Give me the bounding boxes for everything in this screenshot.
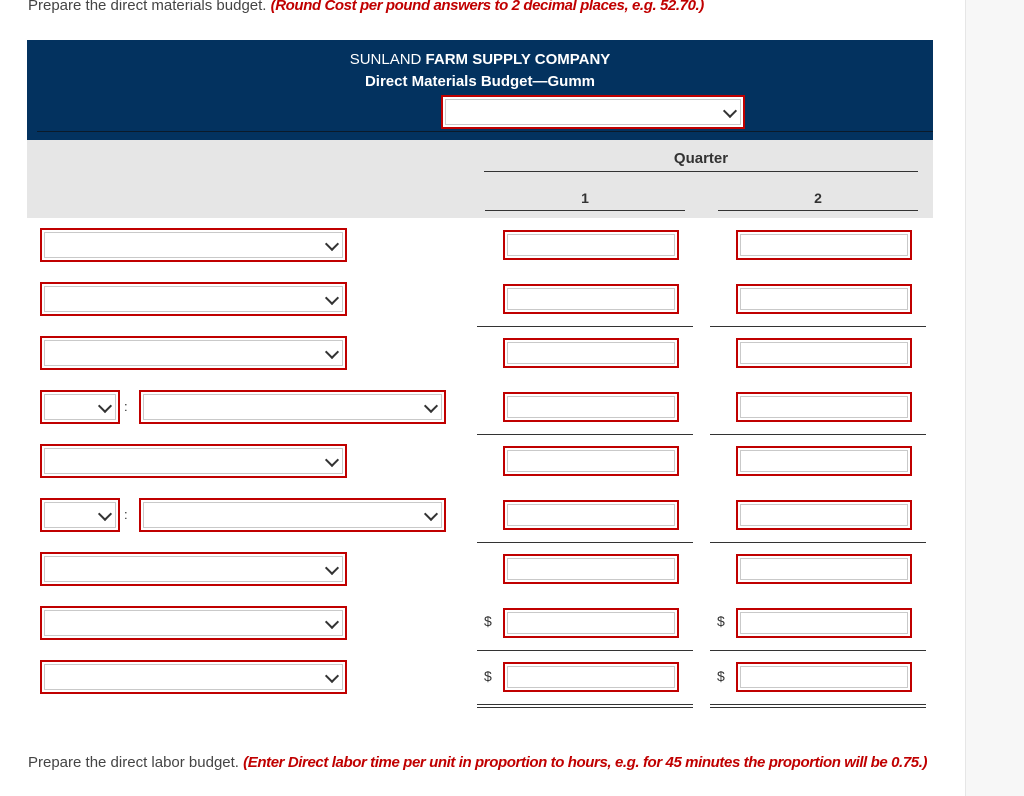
chevron-down-icon xyxy=(325,669,339,683)
colon-separator: : xyxy=(124,507,128,522)
total-rule xyxy=(710,650,926,651)
materials-instruction xyxy=(28,0,704,14)
total-rule xyxy=(710,326,926,327)
materials-instruction-text: Prepare the direct materials budget. xyxy=(28,0,267,14)
header-rule xyxy=(37,131,933,132)
chevron-down-icon xyxy=(325,291,339,305)
quarter-2-input[interactable] xyxy=(736,662,912,692)
quarter-1-input[interactable] xyxy=(503,500,679,530)
chevron-down-icon xyxy=(723,104,737,118)
quarter-header: Quarter xyxy=(484,150,918,172)
operator-select[interactable] xyxy=(40,498,120,532)
row-label-select[interactable] xyxy=(40,660,347,694)
chevron-down-icon xyxy=(424,399,438,413)
quarter-1-input[interactable] xyxy=(503,392,679,422)
quarter-2-input[interactable] xyxy=(736,230,912,260)
period-select[interactable] xyxy=(441,95,745,129)
labor-instruction-hint: (Enter Direct labor time per unit in proportion to hours, e.g. for 45 minutes the proportion will be 0.75.) xyxy=(243,754,928,771)
company-name-normal: SUNLAND xyxy=(349,51,422,68)
total-rule xyxy=(710,542,926,543)
quarter-1-input[interactable] xyxy=(503,284,679,314)
quarter-2-input[interactable] xyxy=(736,608,912,638)
currency-symbol: $ xyxy=(717,613,725,629)
operator-select[interactable] xyxy=(40,390,120,424)
materials-instruction-hint: (Round Cost per pound answers to 2 decimal places, e.g. 52.70.) xyxy=(270,0,704,14)
currency-symbol: $ xyxy=(717,668,725,684)
quarter-1-input[interactable] xyxy=(503,608,679,638)
chevron-down-icon xyxy=(98,507,112,521)
quarter-1-input[interactable] xyxy=(503,230,679,260)
row-label-select[interactable] xyxy=(40,282,347,316)
company-name xyxy=(27,51,933,68)
chevron-down-icon xyxy=(98,399,112,413)
chevron-down-icon xyxy=(325,453,339,467)
chevron-down-icon xyxy=(325,615,339,629)
column-header-band xyxy=(27,140,933,218)
row-label-select[interactable] xyxy=(40,444,347,478)
quarter-1-input[interactable] xyxy=(503,338,679,368)
chevron-down-icon xyxy=(325,345,339,359)
labor-instruction xyxy=(28,754,927,771)
total-rule xyxy=(477,434,693,435)
row-label-select[interactable] xyxy=(139,390,446,424)
row-label-select[interactable] xyxy=(139,498,446,532)
row-label-select[interactable] xyxy=(40,606,347,640)
right-side-panel xyxy=(965,0,1024,796)
double-total-rule xyxy=(477,707,693,708)
quarter-1-input[interactable] xyxy=(503,554,679,584)
row-label-select[interactable] xyxy=(40,228,347,262)
column-header-1: 1 xyxy=(485,190,685,211)
column-header-2: 2 xyxy=(718,190,918,211)
quarter-2-input[interactable] xyxy=(736,500,912,530)
quarter-1-input[interactable] xyxy=(503,446,679,476)
quarter-2-input[interactable] xyxy=(736,284,912,314)
double-total-rule xyxy=(477,704,693,705)
double-total-rule xyxy=(710,707,926,708)
quarter-1-input[interactable] xyxy=(503,662,679,692)
total-rule xyxy=(477,542,693,543)
company-name-bold: FARM SUPPLY COMPANY xyxy=(425,51,611,68)
quarter-2-input[interactable] xyxy=(736,338,912,368)
row-label-select[interactable] xyxy=(40,552,347,586)
quarter-2-input[interactable] xyxy=(736,446,912,476)
quarter-2-input[interactable] xyxy=(736,554,912,584)
row-label-select[interactable] xyxy=(40,336,347,370)
colon-separator: : xyxy=(124,399,128,414)
currency-symbol: $ xyxy=(484,613,492,629)
chevron-down-icon xyxy=(424,507,438,521)
quarter-2-input[interactable] xyxy=(736,392,912,422)
labor-instruction-text: Prepare the direct labor budget. xyxy=(28,754,239,771)
chevron-down-icon xyxy=(325,237,339,251)
total-rule xyxy=(477,326,693,327)
currency-symbol: $ xyxy=(484,668,492,684)
budget-title: Direct Materials Budget—Gumm xyxy=(364,73,596,90)
total-rule xyxy=(710,434,926,435)
chevron-down-icon xyxy=(325,561,339,575)
double-total-rule xyxy=(710,704,926,705)
total-rule xyxy=(477,650,693,651)
